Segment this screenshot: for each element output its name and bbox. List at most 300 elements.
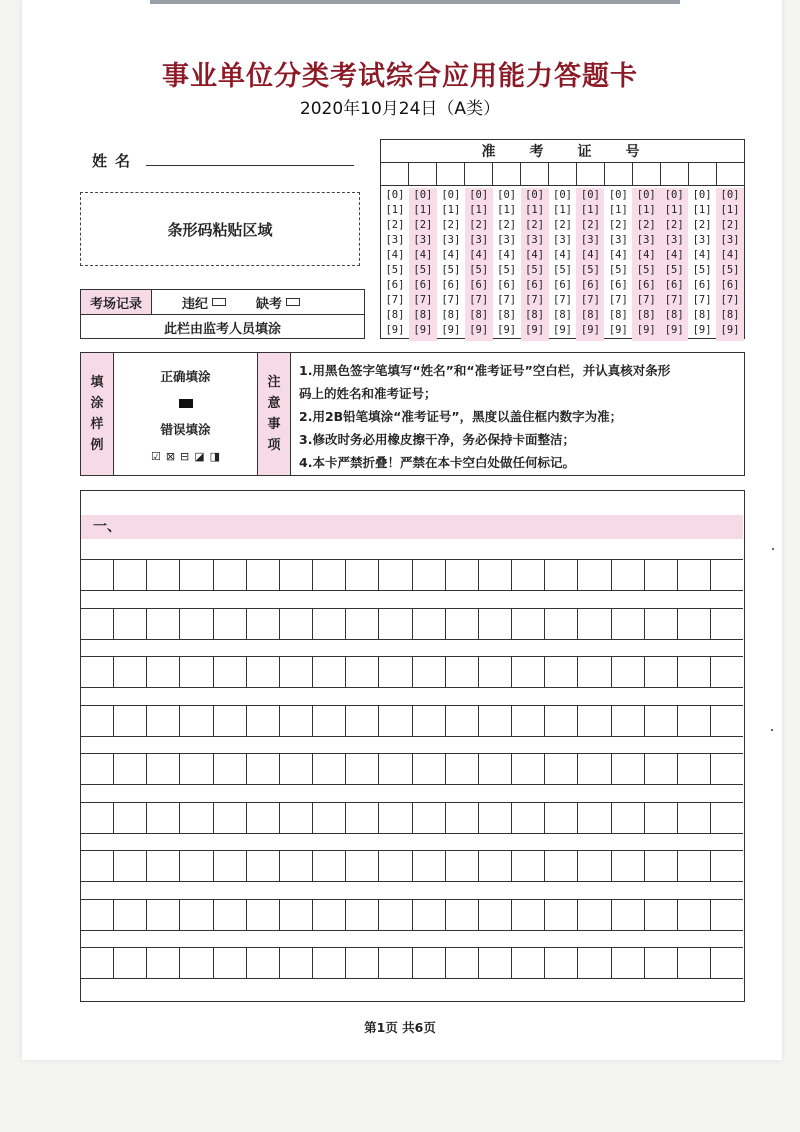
answer-cell[interactable]: [446, 851, 479, 881]
digit-bubble[interactable]: [4]: [553, 249, 572, 261]
answer-cell[interactable]: [114, 560, 147, 590]
digit-bubble[interactable]: [1]: [664, 204, 684, 216]
answer-cell[interactable]: [147, 803, 180, 833]
digit-bubble[interactable]: [4]: [692, 249, 712, 261]
answer-cell[interactable]: [114, 609, 147, 639]
answer-cell[interactable]: [545, 560, 578, 590]
answer-cell[interactable]: [678, 754, 711, 784]
answer-cell[interactable]: [413, 706, 446, 736]
answer-cell[interactable]: [379, 803, 412, 833]
answer-cell[interactable]: [379, 609, 412, 639]
answer-cell[interactable]: [479, 657, 512, 687]
answer-cell[interactable]: [413, 900, 446, 930]
exam-number-cell[interactable]: [381, 163, 409, 185]
digit-bubble[interactable]: [6]: [441, 279, 461, 291]
digit-bubble[interactable]: [9]: [385, 324, 405, 336]
exam-number-cell[interactable]: [577, 163, 605, 185]
answer-cell[interactable]: [313, 948, 346, 978]
answer-cell[interactable]: [678, 803, 711, 833]
answer-cell[interactable]: [711, 948, 743, 978]
answer-cell[interactable]: [578, 851, 611, 881]
answer-cell[interactable]: [147, 851, 180, 881]
answer-cell[interactable]: [313, 609, 346, 639]
answer-cell[interactable]: [645, 948, 678, 978]
answer-cell[interactable]: [612, 851, 645, 881]
digit-bubble[interactable]: [3]: [413, 234, 433, 246]
answer-cell[interactable]: [313, 851, 346, 881]
digit-bubble[interactable]: [8]: [553, 309, 572, 321]
answer-cell[interactable]: [81, 560, 114, 590]
answer-cell[interactable]: [479, 754, 512, 784]
digit-bubble[interactable]: [6]: [525, 279, 545, 291]
digit-bubble[interactable]: [6]: [413, 279, 433, 291]
answer-cell[interactable]: [247, 900, 280, 930]
answer-cell[interactable]: [180, 560, 213, 590]
digit-bubble[interactable]: [8]: [441, 309, 461, 321]
digit-bubble[interactable]: [7]: [525, 294, 545, 306]
answer-cell[interactable]: [214, 657, 247, 687]
digit-bubble[interactable]: [8]: [385, 309, 405, 321]
digit-bubble[interactable]: [7]: [441, 294, 461, 306]
exam-number-cell[interactable]: [605, 163, 633, 185]
answer-cell[interactable]: [645, 803, 678, 833]
digit-bubble[interactable]: [2]: [692, 219, 712, 231]
answer-cell[interactable]: [81, 754, 114, 784]
digit-bubble[interactable]: [2]: [608, 219, 628, 231]
digit-bubble[interactable]: [8]: [720, 309, 740, 321]
digit-bubble[interactable]: [5]: [469, 264, 489, 276]
digit-bubble[interactable]: [7]: [385, 294, 405, 306]
answer-cell[interactable]: [413, 803, 446, 833]
answer-cell[interactable]: [147, 706, 180, 736]
answer-cell[interactable]: [645, 560, 678, 590]
digit-bubble[interactable]: [9]: [692, 324, 712, 336]
digit-bubble[interactable]: [1]: [469, 204, 489, 216]
answer-cell[interactable]: [678, 851, 711, 881]
digit-bubble[interactable]: [7]: [664, 294, 684, 306]
answer-cell[interactable]: [114, 657, 147, 687]
answer-cell[interactable]: [81, 948, 114, 978]
answer-cell[interactable]: [313, 803, 346, 833]
digit-bubble[interactable]: [0]: [692, 189, 712, 201]
answer-cell[interactable]: [313, 560, 346, 590]
answer-cell[interactable]: [578, 803, 611, 833]
answer-cell[interactable]: [645, 609, 678, 639]
answer-cell[interactable]: [379, 851, 412, 881]
answer-cell[interactable]: [81, 803, 114, 833]
answer-cell[interactable]: [280, 706, 313, 736]
digit-bubble[interactable]: [1]: [385, 204, 405, 216]
digit-bubble[interactable]: [4]: [720, 249, 740, 261]
answer-cell[interactable]: [379, 560, 412, 590]
digit-bubble[interactable]: [7]: [497, 294, 517, 306]
digit-bubble[interactable]: [1]: [692, 204, 712, 216]
digit-bubble[interactable]: [1]: [608, 204, 628, 216]
answer-cell[interactable]: [180, 803, 213, 833]
answer-cell[interactable]: [247, 657, 280, 687]
answer-cell[interactable]: [512, 560, 545, 590]
answer-cell[interactable]: [512, 948, 545, 978]
answer-cell[interactable]: [379, 900, 412, 930]
digit-bubble[interactable]: [7]: [608, 294, 628, 306]
answer-cell[interactable]: [678, 560, 711, 590]
answer-cell[interactable]: [612, 900, 645, 930]
digit-bubble[interactable]: [0]: [441, 189, 461, 201]
answer-cell[interactable]: [147, 609, 180, 639]
answer-cell[interactable]: [379, 657, 412, 687]
digit-bubble[interactable]: [2]: [497, 219, 517, 231]
exam-number-cell[interactable]: [409, 163, 437, 185]
answer-cell[interactable]: [346, 754, 379, 784]
digit-bubble[interactable]: [5]: [553, 264, 572, 276]
digit-bubble[interactable]: [3]: [608, 234, 628, 246]
answer-cell[interactable]: [247, 754, 280, 784]
digit-bubble[interactable]: [7]: [692, 294, 712, 306]
digit-bubble[interactable]: [2]: [525, 219, 545, 231]
digit-bubble[interactable]: [7]: [413, 294, 433, 306]
digit-bubble[interactable]: [1]: [441, 204, 461, 216]
digit-bubble[interactable]: [0]: [497, 189, 517, 201]
exam-number-cell[interactable]: [437, 163, 465, 185]
answer-cell[interactable]: [678, 657, 711, 687]
answer-cell[interactable]: [479, 803, 512, 833]
digit-bubble[interactable]: [6]: [720, 279, 740, 291]
answer-cell[interactable]: [247, 803, 280, 833]
answer-cell[interactable]: [180, 706, 213, 736]
digit-bubble[interactable]: [7]: [720, 294, 740, 306]
answer-cell[interactable]: [180, 754, 213, 784]
digit-bubble[interactable]: [0]: [608, 189, 628, 201]
answer-cell[interactable]: [379, 754, 412, 784]
digit-bubble[interactable]: [4]: [608, 249, 628, 261]
answer-cell[interactable]: [114, 851, 147, 881]
digit-bubble[interactable]: [9]: [608, 324, 628, 336]
answer-cell[interactable]: [346, 803, 379, 833]
answer-cell[interactable]: [313, 657, 346, 687]
answer-cell[interactable]: [479, 851, 512, 881]
digit-bubble[interactable]: [5]: [413, 264, 433, 276]
digit-bubble[interactable]: [5]: [385, 264, 405, 276]
answer-cell[interactable]: [214, 560, 247, 590]
exam-number-cell[interactable]: [549, 163, 577, 185]
answer-cell[interactable]: [479, 900, 512, 930]
answer-cell[interactable]: [346, 900, 379, 930]
answer-cell[interactable]: [247, 706, 280, 736]
answer-cell[interactable]: [147, 657, 180, 687]
answer-cell[interactable]: [280, 803, 313, 833]
answer-cell[interactable]: [479, 609, 512, 639]
digit-bubble[interactable]: [0]: [636, 189, 656, 201]
answer-cell[interactable]: [214, 948, 247, 978]
digit-bubble[interactable]: [3]: [580, 234, 600, 246]
answer-cell[interactable]: [678, 948, 711, 978]
answer-cell[interactable]: [612, 560, 645, 590]
digit-bubble[interactable]: [3]: [441, 234, 461, 246]
answer-cell[interactable]: [446, 706, 479, 736]
digit-bubble[interactable]: [4]: [413, 249, 433, 261]
answer-cell[interactable]: [578, 706, 611, 736]
digit-bubble[interactable]: [9]: [497, 324, 517, 336]
digit-bubble[interactable]: [6]: [664, 279, 684, 291]
answer-cell[interactable]: [711, 706, 743, 736]
digit-bubble[interactable]: [4]: [497, 249, 517, 261]
digit-bubble[interactable]: [5]: [525, 264, 545, 276]
answer-cell[interactable]: [413, 851, 446, 881]
digit-bubble[interactable]: [1]: [580, 204, 600, 216]
answer-cell[interactable]: [446, 803, 479, 833]
digit-bubble[interactable]: [3]: [692, 234, 712, 246]
digit-bubble[interactable]: [2]: [385, 219, 405, 231]
answer-cell[interactable]: [612, 706, 645, 736]
answer-cell[interactable]: [512, 900, 545, 930]
answer-cell[interactable]: [114, 803, 147, 833]
absent-bubble[interactable]: [286, 298, 300, 306]
answer-cell[interactable]: [81, 657, 114, 687]
answer-cell[interactable]: [280, 657, 313, 687]
answer-cell[interactable]: [280, 560, 313, 590]
digit-bubble[interactable]: [4]: [664, 249, 684, 261]
answer-cell[interactable]: [678, 706, 711, 736]
digit-bubble[interactable]: [5]: [608, 264, 628, 276]
digit-bubble[interactable]: [2]: [664, 219, 684, 231]
digit-bubble[interactable]: [3]: [469, 234, 489, 246]
answer-cell[interactable]: [81, 609, 114, 639]
absent-option[interactable]: [256, 293, 300, 312]
answer-cell[interactable]: [446, 609, 479, 639]
answer-cell[interactable]: [247, 609, 280, 639]
answer-cell[interactable]: [413, 609, 446, 639]
digit-bubble[interactable]: [5]: [692, 264, 712, 276]
digit-bubble[interactable]: [3]: [720, 234, 740, 246]
answer-cell[interactable]: [512, 754, 545, 784]
answer-cell[interactable]: [214, 754, 247, 784]
answer-cell[interactable]: [280, 609, 313, 639]
answer-cell[interactable]: [280, 900, 313, 930]
digit-bubble[interactable]: [3]: [636, 234, 656, 246]
answer-cell[interactable]: [114, 706, 147, 736]
exam-number-cell[interactable]: [661, 163, 689, 185]
digit-bubble[interactable]: [1]: [553, 204, 572, 216]
answer-cell[interactable]: [147, 560, 180, 590]
answer-cell[interactable]: [114, 754, 147, 784]
digit-bubble[interactable]: [2]: [580, 219, 600, 231]
exam-number-cell[interactable]: [521, 163, 549, 185]
digit-bubble[interactable]: [3]: [385, 234, 405, 246]
answer-cell[interactable]: [81, 851, 114, 881]
answer-cell[interactable]: [313, 900, 346, 930]
digit-bubble[interactable]: [8]: [497, 309, 517, 321]
digit-bubble[interactable]: [7]: [553, 294, 572, 306]
answer-cell[interactable]: [214, 803, 247, 833]
digit-bubble[interactable]: [1]: [413, 204, 433, 216]
digit-bubble[interactable]: [7]: [636, 294, 656, 306]
answer-cell[interactable]: [545, 706, 578, 736]
answer-cell[interactable]: [247, 560, 280, 590]
answer-cell[interactable]: [711, 851, 743, 881]
answer-cell[interactable]: [247, 851, 280, 881]
answer-cell[interactable]: [180, 948, 213, 978]
digit-bubble[interactable]: [8]: [469, 309, 489, 321]
answer-cell[interactable]: [446, 900, 479, 930]
answer-cell[interactable]: [346, 560, 379, 590]
digit-bubble[interactable]: [4]: [469, 249, 489, 261]
exam-number-cell[interactable]: [717, 163, 744, 185]
digit-bubble[interactable]: [0]: [385, 189, 405, 201]
answer-cell[interactable]: [81, 706, 114, 736]
answer-cell[interactable]: [545, 851, 578, 881]
answer-cell[interactable]: [678, 900, 711, 930]
digit-bubble[interactable]: [8]: [525, 309, 545, 321]
answer-cell[interactable]: [180, 900, 213, 930]
answer-cell[interactable]: [280, 948, 313, 978]
digit-bubble[interactable]: [0]: [553, 189, 572, 201]
digit-bubble[interactable]: [8]: [664, 309, 684, 321]
digit-bubble[interactable]: [2]: [553, 219, 572, 231]
digit-bubble[interactable]: [1]: [720, 204, 740, 216]
exam-number-cell[interactable]: [493, 163, 521, 185]
exam-number-cell[interactable]: [465, 163, 493, 185]
digit-bubble[interactable]: [9]: [636, 324, 656, 336]
answer-cell[interactable]: [545, 900, 578, 930]
digit-bubble[interactable]: [0]: [469, 189, 489, 201]
digit-bubble[interactable]: [0]: [525, 189, 545, 201]
answer-cell[interactable]: [578, 560, 611, 590]
answer-cell[interactable]: [545, 657, 578, 687]
digit-bubble[interactable]: [3]: [664, 234, 684, 246]
digit-bubble[interactable]: [9]: [720, 324, 740, 336]
answer-cell[interactable]: [413, 948, 446, 978]
digit-bubble[interactable]: [7]: [580, 294, 600, 306]
digit-bubble[interactable]: [6]: [497, 279, 517, 291]
answer-cell[interactable]: [578, 900, 611, 930]
answer-cell[interactable]: [479, 948, 512, 978]
answer-cell[interactable]: [180, 851, 213, 881]
answer-cell[interactable]: [479, 560, 512, 590]
answer-cell[interactable]: [147, 754, 180, 784]
violation-option[interactable]: [182, 293, 226, 312]
digit-bubble[interactable]: [0]: [580, 189, 600, 201]
digit-bubble[interactable]: [9]: [580, 324, 600, 336]
answer-cell[interactable]: [214, 706, 247, 736]
digit-bubble[interactable]: [8]: [580, 309, 600, 321]
digit-bubble[interactable]: [5]: [580, 264, 600, 276]
answer-cell[interactable]: [280, 754, 313, 784]
answer-cell[interactable]: [512, 609, 545, 639]
answer-cell[interactable]: [147, 948, 180, 978]
answer-cell[interactable]: [612, 803, 645, 833]
digit-bubble[interactable]: [8]: [608, 309, 628, 321]
digit-bubble[interactable]: [0]: [720, 189, 740, 201]
digit-bubble[interactable]: [6]: [469, 279, 489, 291]
digit-bubble[interactable]: [5]: [441, 264, 461, 276]
digit-bubble[interactable]: [2]: [413, 219, 433, 231]
name-field[interactable]: [146, 165, 354, 166]
digit-bubble[interactable]: [8]: [636, 309, 656, 321]
answer-cell[interactable]: [379, 706, 412, 736]
digit-bubble[interactable]: [3]: [553, 234, 572, 246]
answer-cell[interactable]: [612, 657, 645, 687]
answer-cell[interactable]: [545, 754, 578, 784]
answer-cell[interactable]: [247, 948, 280, 978]
answer-cell[interactable]: [446, 560, 479, 590]
exam-number-cell[interactable]: [633, 163, 661, 185]
digit-bubble[interactable]: [1]: [525, 204, 545, 216]
digit-bubble[interactable]: [5]: [497, 264, 517, 276]
digit-bubble[interactable]: [9]: [441, 324, 461, 336]
answer-cell[interactable]: [379, 948, 412, 978]
digit-bubble[interactable]: [6]: [692, 279, 712, 291]
answer-cell[interactable]: [545, 948, 578, 978]
answer-cell[interactable]: [413, 754, 446, 784]
answer-cell[interactable]: [512, 657, 545, 687]
digit-bubble[interactable]: [1]: [497, 204, 517, 216]
answer-cell[interactable]: [346, 851, 379, 881]
answer-cell[interactable]: [578, 948, 611, 978]
answer-cell[interactable]: [512, 803, 545, 833]
answer-cell[interactable]: [645, 851, 678, 881]
answer-cell[interactable]: [612, 609, 645, 639]
digit-bubble[interactable]: [3]: [497, 234, 517, 246]
answer-cell[interactable]: [545, 803, 578, 833]
digit-bubble[interactable]: [0]: [413, 189, 433, 201]
answer-cell[interactable]: [645, 900, 678, 930]
answer-cell[interactable]: [313, 754, 346, 784]
answer-cell[interactable]: [81, 900, 114, 930]
answer-cell[interactable]: [678, 609, 711, 639]
digit-bubble[interactable]: [0]: [664, 189, 684, 201]
digit-bubble[interactable]: [6]: [385, 279, 405, 291]
answer-cell[interactable]: [280, 851, 313, 881]
digit-bubble[interactable]: [6]: [580, 279, 600, 291]
digit-bubble[interactable]: [6]: [553, 279, 572, 291]
answer-cell[interactable]: [711, 560, 743, 590]
answer-cell[interactable]: [180, 657, 213, 687]
answer-cell[interactable]: [645, 754, 678, 784]
answer-cell[interactable]: [446, 948, 479, 978]
answer-cell[interactable]: [545, 609, 578, 639]
digit-bubble[interactable]: [6]: [608, 279, 628, 291]
answer-cell[interactable]: [346, 657, 379, 687]
digit-bubble[interactable]: [2]: [441, 219, 461, 231]
answer-cell[interactable]: [479, 706, 512, 736]
digit-bubble[interactable]: [5]: [664, 264, 684, 276]
answer-cell[interactable]: [711, 754, 743, 784]
answer-cell[interactable]: [446, 754, 479, 784]
digit-bubble[interactable]: [1]: [636, 204, 656, 216]
digit-bubble[interactable]: [2]: [636, 219, 656, 231]
answer-cell[interactable]: [214, 851, 247, 881]
answer-cell[interactable]: [346, 609, 379, 639]
digit-bubble[interactable]: [4]: [441, 249, 461, 261]
answer-cell[interactable]: [578, 609, 611, 639]
digit-bubble[interactable]: [9]: [664, 324, 684, 336]
answer-cell[interactable]: [711, 609, 743, 639]
digit-bubble[interactable]: [5]: [720, 264, 740, 276]
digit-bubble[interactable]: [9]: [553, 324, 572, 336]
answer-cell[interactable]: [578, 754, 611, 784]
answer-cell[interactable]: [645, 706, 678, 736]
digit-bubble[interactable]: [4]: [636, 249, 656, 261]
answer-cell[interactable]: [114, 900, 147, 930]
digit-bubble[interactable]: [4]: [525, 249, 545, 261]
digit-bubble[interactable]: [4]: [580, 249, 600, 261]
answer-cell[interactable]: [578, 657, 611, 687]
answer-cell[interactable]: [214, 609, 247, 639]
digit-bubble[interactable]: [9]: [413, 324, 433, 336]
digit-bubble[interactable]: [5]: [636, 264, 656, 276]
digit-bubble[interactable]: [6]: [636, 279, 656, 291]
digit-bubble[interactable]: [9]: [525, 324, 545, 336]
